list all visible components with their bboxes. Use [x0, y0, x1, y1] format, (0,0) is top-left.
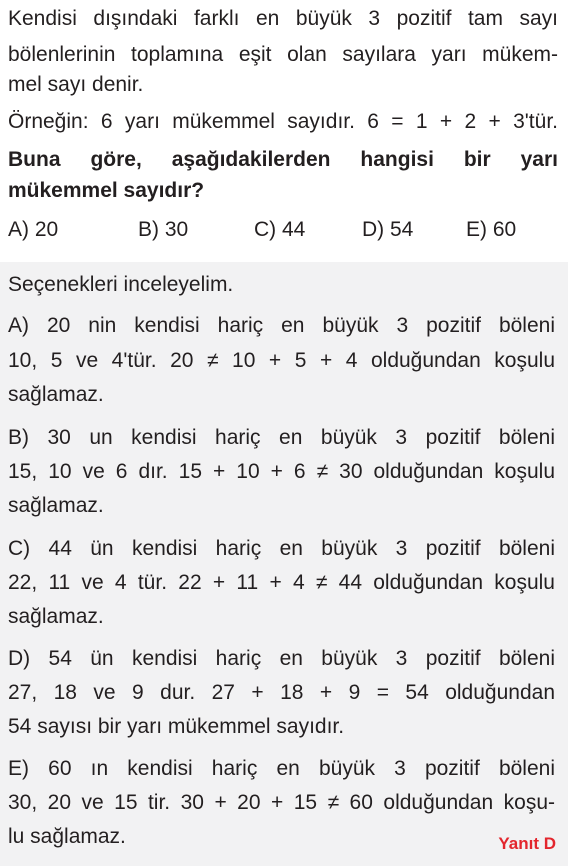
question-example-line: Örneğin: 6 yarı mükemmel sayıdır. 6 = 1 + 2 + 3'tür. [8, 110, 558, 133]
solution-line: D) 54 ün kendisi hariç en büyük 3 pozitif böleni [8, 647, 555, 670]
answer-label: Yanıt D [498, 834, 556, 853]
solution-line: 30, 20 ve 15 tir. 30 + 20 + 15 ≠ 60 olduğundan koşu- [8, 791, 555, 814]
solution-line: B) 30 un kendisi hariç en büyük 3 pozitif böleni [8, 426, 555, 449]
question-text-line: Kendisi dışındaki farklı en büyük 3 pozitif tam sayı [8, 7, 558, 30]
answer-options [8, 218, 568, 246]
solution-line: 22, 11 ve 4 tür. 22 + 11 + 4 ≠ 44 olduğundan koşulu [8, 571, 555, 594]
solution-line: A) 20 nin kendisi hariç en büyük 3 pozitif böleni [8, 314, 555, 337]
option-d: D) 54 [362, 218, 414, 241]
solution-line: E) 60 ın kendisi hariç en büyük 3 pozitif böleni [8, 757, 555, 780]
option-c: C) 44 [254, 218, 306, 241]
solution-intro: Seçenekleri inceleyelim. [8, 273, 234, 296]
solution-line: 10, 5 ve 4'tür. 20 ≠ 10 + 5 + 4 olduğundan koşulu [8, 349, 555, 372]
solution-line: C) 44 ün kendisi hariç en büyük 3 pozitif böleni [8, 537, 555, 560]
solution-line: sağlamaz. [8, 605, 104, 628]
option-e: E) 60 [466, 218, 517, 241]
solution-line: sağlamaz. [8, 383, 104, 406]
option-b: B) 30 [138, 218, 189, 241]
question-prompt-line: Buna göre, aşağıdakilerden hangisi bir yarı [8, 148, 558, 171]
question-text-line: mel sayı denir. [8, 73, 144, 96]
solution-line: lu sağlamaz. [8, 825, 126, 848]
solution-line: 15, 10 ve 6 dır. 15 + 10 + 6 ≠ 30 olduğundan koşulu [8, 460, 555, 483]
solution-line: sağlamaz. [8, 494, 104, 517]
solution-line: 54 sayısı bir yarı mükemmel sayıdır. [8, 715, 345, 738]
option-a: A) 20 [8, 218, 59, 241]
solution-line: 27, 18 ve 9 dur. 27 + 18 + 9 = 54 olduğundan [8, 681, 555, 704]
question-text-line: bölenlerinin toplamına eşit olan sayılara yarı mükem- [8, 43, 558, 66]
question-prompt-line: mükemmel sayıdır? [8, 179, 205, 202]
